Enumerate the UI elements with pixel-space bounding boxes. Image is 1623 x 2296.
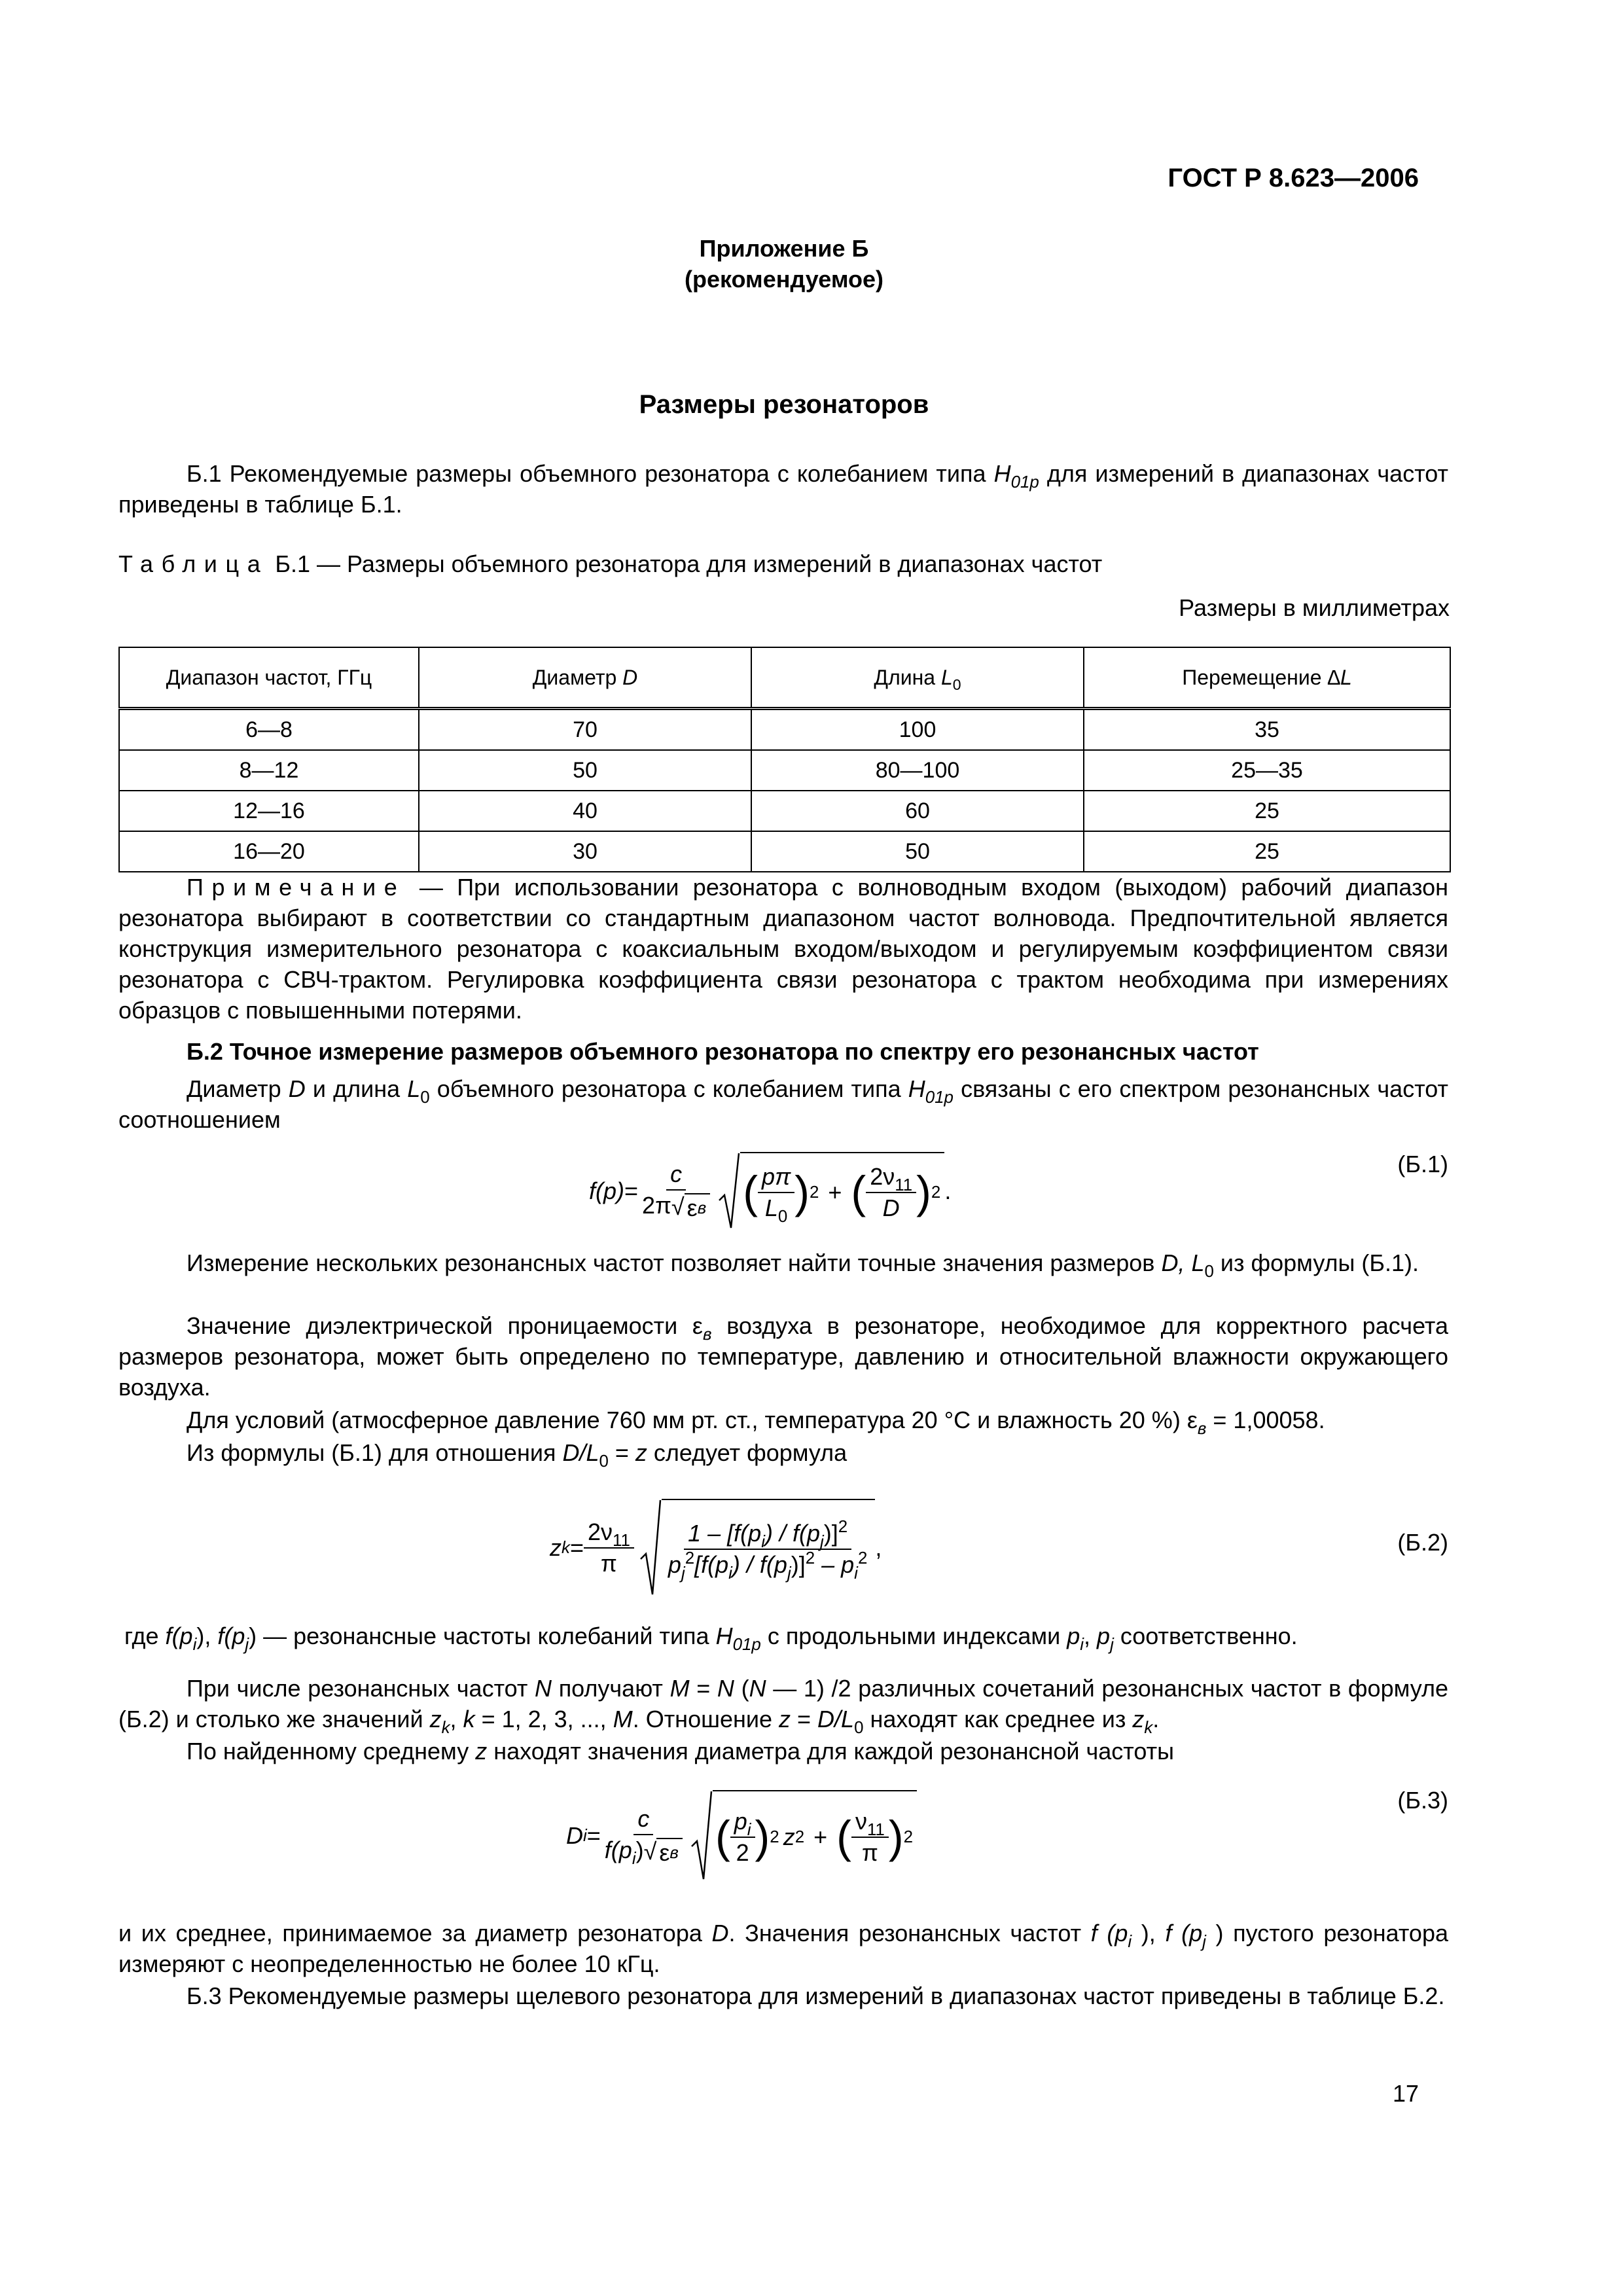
f2-lhs-sub: k (562, 1539, 570, 1557)
f3-den-i: i (632, 1850, 636, 1869)
equation-label-b2: (Б.2) (1397, 1529, 1448, 1556)
text: получают (552, 1675, 670, 1702)
f2-den-j: j (787, 1564, 791, 1583)
f3-den-close: ) (635, 1837, 644, 1864)
symbol-p: (p (224, 1623, 245, 1649)
f3-t1-den: 2 (736, 1839, 749, 1866)
cell-length: 50 (751, 831, 1084, 872)
cell-diameter: 30 (419, 831, 751, 872)
f1-t2-num-sub: 11 (895, 1176, 913, 1195)
section-b2-heading: Б.2 Точное измерение размеров объемного резонатора по спектру его резонансных частот (187, 1038, 1259, 1065)
f1-eq: = (624, 1177, 639, 1204)
text: объемного резонатора с колебанием типа (429, 1075, 908, 1102)
gost-header: ГОСТ Р 8.623—2006 (1168, 164, 1419, 192)
f3-plus: + (813, 1823, 828, 1850)
f2-coef-num-sub: 11 (613, 1532, 630, 1551)
symbol-eps: ε (1186, 1407, 1198, 1433)
f3-lhs-sub: i (583, 1827, 587, 1845)
symbol-p: (p (1097, 1920, 1128, 1946)
f2-den-exp: 2 (805, 1549, 815, 1568)
header-shift (1084, 647, 1450, 709)
f2-den-p: p (668, 1551, 681, 1578)
text: резонансные частоты колебаний типа (287, 1623, 716, 1649)
f1-t2-num: 2ν (870, 1163, 895, 1190)
f3-eps: ε (659, 1839, 670, 1866)
text: соответственно. (1113, 1623, 1298, 1649)
f2-den-p-sub: j (681, 1564, 685, 1583)
subscript: 0 (420, 1088, 430, 1107)
cell-shift: 25—35 (1084, 750, 1450, 791)
formula-b3 (566, 1787, 917, 1885)
appendix-label: Приложение Б (699, 235, 869, 262)
text: — 1) /2 различных сочетаний резонансных частот в формуле (Б.2) и столько же значений (118, 1675, 1448, 1732)
subscript: i (192, 1636, 197, 1655)
f1-t1-num: pπ (762, 1163, 791, 1190)
cell-length: 80—100 (751, 750, 1084, 791)
f3-t2-num-sub: 11 (866, 1821, 885, 1840)
cell-diameter: 40 (419, 791, 751, 831)
f3-eps-sub: в (669, 1843, 679, 1862)
subscript: k (441, 1719, 450, 1738)
header-diameter-text: Диаметр (532, 665, 623, 689)
f2-den-pi-exp: 2 (857, 1549, 868, 1568)
subscript: j (1110, 1636, 1114, 1655)
table-header-row (119, 647, 1450, 709)
f2-coef (584, 1518, 634, 1577)
symbol-eps: ε (692, 1312, 703, 1339)
text: и их среднее, принимаемое за диаметр резонатора (118, 1920, 712, 1946)
header-freq: Диапазон частот, ГГц (119, 647, 419, 709)
appendix-status: (рекомендуемое) (685, 266, 883, 293)
f2-eq: = (569, 1534, 584, 1561)
cell-shift: 25 (1084, 791, 1450, 831)
symbol-f: f (1165, 1920, 1172, 1946)
paragraph-b2-3 (118, 1310, 1448, 1403)
f3-eq: = (586, 1822, 601, 1849)
f1-prefactor: c 2π √ ε в (638, 1160, 714, 1221)
text: ) — (249, 1623, 287, 1649)
text: , (1084, 1623, 1097, 1649)
note-text: — При использовании резонатора с волноводным входом (выходом) рабочий диапазон резонатора выбирают в соответствии со стандартным диапазоном частот волновода. Предпочтительной является конструкция измерительного резонатора с коаксиальным входом/выходом и регулируемым коэффициентом связи резонатора с СВЧ-трактом. Регулировка коэффициента связи резонатора с трактом необходима при измерениях образцов с повышенными потерями. (118, 874, 1448, 1024)
symbol-h: H (715, 1623, 733, 1649)
subscript: 0 (1204, 1263, 1214, 1282)
symbol-d: D (288, 1075, 306, 1102)
cell-shift: 25 (1084, 831, 1450, 872)
f3-t2-num: ν (855, 1808, 867, 1835)
b1-text-after: для измерений в диапазонах частот приведены в таблице Б.1. (118, 460, 1449, 518)
paragraph-b2-4 (118, 1405, 1448, 1439)
f2-end: , (875, 1534, 882, 1561)
symbol-n: N (717, 1675, 734, 1702)
text: При числе резонансных частот (187, 1675, 535, 1702)
text: По найденному среднему (187, 1738, 476, 1765)
text: Значение диэлектрической проницаемости (187, 1312, 692, 1339)
f3-t1-num-sub: i (747, 1821, 751, 1840)
paragraph-b2-8 (118, 1918, 1448, 1979)
header-length (751, 647, 1084, 709)
b1-text-before: Б.1 Рекомендуемые размеры объемного резонатора с колебанием типа (187, 460, 994, 487)
table-caption-text: Б.1 — Размеры объемного резонатора для измерений в диапазонах частот (268, 550, 1103, 577)
text: Для условий (атмосферное давление 760 мм рт. ст., температура 20 °С и влажность 20 %) (187, 1407, 1187, 1433)
header-length-symbol: L (940, 665, 953, 689)
symbol-p: (p (171, 1623, 193, 1649)
f2-num-exp: 2 (838, 1517, 848, 1536)
appendix-title (118, 233, 1450, 295)
b1-mode-sub: 01p (1010, 473, 1039, 492)
note-label: Примечание (187, 874, 406, 901)
header-length-text: Длина (874, 665, 941, 689)
f2-den-pi-sub: i (854, 1564, 858, 1583)
header-shift-text: Перемещение (1182, 665, 1328, 689)
symbol-n: N (535, 1675, 552, 1702)
text: находят как среднее из (863, 1706, 1133, 1732)
table-row (119, 750, 1450, 791)
f1-c: c (670, 1160, 683, 1188)
text: . (1152, 1706, 1160, 1732)
subscript: j (1202, 1933, 1206, 1952)
symbol-z: z (1132, 1706, 1145, 1732)
text: ( (734, 1675, 749, 1702)
symbol-z: z (429, 1706, 442, 1732)
text: ), (1132, 1920, 1166, 1946)
text: . Значения резонансных частот (728, 1920, 1091, 1946)
symbol-d-l: D/L (817, 1706, 855, 1732)
paragraph-b1 (118, 458, 1448, 520)
text: следует формула (647, 1439, 847, 1466)
f1-two-pi: 2π (642, 1192, 671, 1219)
text: ), (196, 1623, 218, 1649)
f3-sqrt: ( $\frac{p_i}{2}$ ) 2 z 2 + ( $\frac{\nu_{11}}{\pi}$ ) 2 (690, 1790, 917, 1882)
text: Из формулы (Б.1) для отношения (187, 1439, 563, 1466)
subscript: 01p (732, 1636, 761, 1655)
subscript: k (1144, 1719, 1153, 1738)
symbol-p: (p (1171, 1920, 1203, 1946)
symbol-m: M (669, 1675, 690, 1702)
f2-den-end: )] (791, 1551, 806, 1578)
formula-b2 (550, 1499, 882, 1597)
symbol-z: z (635, 1439, 647, 1466)
table-row (119, 831, 1450, 872)
f2-den-a: [f(p (694, 1551, 729, 1578)
f1-t1-den: L (764, 1194, 778, 1221)
paragraph-b3: Б.3 Рекомендуемые размеры щелевого резонатора для измерений в диапазонах частот приведены в таблице Б.2. (187, 1982, 1445, 2009)
cell-diameter: 50 (419, 750, 751, 791)
header-diameter (419, 647, 751, 709)
f2-num-j: j (819, 1533, 824, 1552)
f3-c: c (637, 1805, 650, 1833)
cell-freq: 12—16 (119, 791, 419, 831)
equation-label-b1: (Б.1) (1397, 1151, 1448, 1177)
table-caption (118, 548, 1448, 579)
f2-den-minus: – p (815, 1551, 855, 1578)
section-title: Размеры резонаторов (639, 390, 929, 419)
f2-num: 1 – [f(p (688, 1520, 762, 1547)
symbol-p: p (1097, 1623, 1111, 1649)
subscript: в (1197, 1420, 1207, 1439)
paragraph-b2-2 (118, 1247, 1448, 1282)
f1-sqrt: ( $\frac{p\pi}{L_0}$ ) 2 + ( $\frac{2\nu_{11}}{D}$ ) 2 (718, 1152, 944, 1230)
f2-den-i: i (728, 1564, 732, 1583)
symbol-f: f (1090, 1920, 1097, 1946)
symbol-d: D (711, 1920, 729, 1946)
paragraph-where (124, 1621, 1454, 1655)
f3-lhs: D (566, 1822, 583, 1849)
sqrt-radical-icon (690, 1790, 713, 1882)
f3-prefactor: c $f(p_i)$ √ ε в (601, 1805, 687, 1866)
paragraph-b2-7 (118, 1736, 1448, 1767)
f2-sqrt (639, 1499, 875, 1597)
table-caption-word: Таблица (118, 550, 269, 577)
f2-num-i: i (761, 1533, 765, 1552)
f1-lhs-f: f (589, 1177, 596, 1204)
symbol-n: N (749, 1675, 766, 1702)
cell-freq: 8—12 (119, 750, 419, 791)
cell-freq: 16—20 (119, 831, 419, 872)
table-units: Размеры в миллиметрах (1179, 594, 1450, 621)
text: с продольными индексами (760, 1623, 1067, 1649)
text: Диаметр (187, 1075, 289, 1102)
f2-coef-den: π (601, 1550, 617, 1577)
cell-diameter: 70 (419, 709, 751, 751)
text: из формулы (Б.1). (1213, 1249, 1419, 1276)
f1-eps-sub: в (697, 1198, 707, 1217)
f2-coef-num: 2ν (587, 1518, 613, 1545)
symbol-d-l: D, L (1161, 1249, 1205, 1276)
text: = 1, 2, 3, ..., (474, 1706, 613, 1732)
symbol-p: p (1067, 1623, 1080, 1649)
subscript: 0 (599, 1452, 609, 1471)
text: = 1,00058. (1206, 1407, 1325, 1433)
f1-end: . (944, 1177, 952, 1204)
f2-num-mid: ) / f(p (764, 1520, 820, 1547)
f1-plus: + (828, 1179, 842, 1206)
sqrt-radical-icon (718, 1152, 740, 1230)
text: связаны с его спектром резонансных частот соотношением (118, 1075, 1448, 1133)
f1-t2-den: D (882, 1194, 900, 1221)
sqrt-radical-icon (639, 1499, 662, 1597)
table-row (119, 709, 1450, 751)
paragraph-b2-5 (118, 1437, 1448, 1471)
b1-mode: H (993, 460, 1011, 487)
page-number: 17 (1392, 2080, 1419, 2107)
f2-den-mid: ) / f(p (732, 1551, 787, 1578)
text: где (124, 1623, 166, 1649)
text: = (791, 1706, 818, 1732)
subscript: i (1080, 1636, 1084, 1655)
cell-length: 100 (751, 709, 1084, 751)
header-shift-symbol: ∆L (1327, 665, 1352, 689)
text: . Отношение (632, 1706, 779, 1732)
text: и длина (305, 1075, 408, 1102)
subscript: i (1128, 1933, 1132, 1952)
text: = (608, 1439, 635, 1466)
table-row (119, 791, 1450, 831)
f3-t2-den: π (861, 1839, 878, 1866)
equation-label-b3: (Б.3) (1397, 1787, 1448, 1814)
text: = (689, 1675, 717, 1702)
text: ) пустого резонатора измеряют с неопределенностью не более 10 кГц. (118, 1920, 1448, 1977)
f1-lhs-p: (p) (596, 1177, 625, 1204)
f2-den-p-exp: 2 (685, 1549, 695, 1568)
subscript: 0 (854, 1719, 864, 1738)
subscript: 01p (925, 1088, 954, 1107)
subscript: j (245, 1636, 249, 1655)
symbol-f: f (217, 1623, 224, 1649)
cell-length: 60 (751, 791, 1084, 831)
f2-num-end: )] (823, 1520, 838, 1547)
symbol-m: M (613, 1706, 633, 1732)
f2-lhs: z (550, 1534, 562, 1561)
table-note (118, 872, 1448, 1026)
symbol-k: k (463, 1706, 475, 1732)
f1-t1-den-sub: 0 (777, 1208, 788, 1227)
symbol-h: H (908, 1075, 925, 1102)
f3-t1-num: p (734, 1808, 747, 1835)
resonator-table (118, 647, 1451, 872)
text: находят значения диаметра для каждой резонансной частоты (487, 1738, 1174, 1765)
f3-den-f: f(p (604, 1837, 632, 1864)
header-length-sub: 0 (952, 675, 961, 693)
header-diameter-symbol: D (622, 665, 638, 689)
symbol-d-l: D/L (562, 1439, 599, 1466)
text: , (450, 1706, 463, 1732)
symbol-z: z (475, 1738, 488, 1765)
symbol-z: z (779, 1706, 791, 1732)
symbol-l: L (407, 1075, 421, 1102)
symbol-f: f (165, 1623, 172, 1649)
text: Измерение нескольких резонансных частот позволяет найти точные значения размеров (187, 1249, 1162, 1276)
paragraph-b2-1 (118, 1073, 1448, 1135)
f1-eps: ε (687, 1194, 698, 1221)
text: воздуха в резонаторе, необходимое для корректного расчета размеров резонатора, может быть определено по температуре, давлению и относительной влажности окружающего воздуха. (118, 1312, 1448, 1401)
cell-shift: 35 (1084, 709, 1450, 751)
formula-b1 (589, 1152, 951, 1230)
cell-freq: 6—8 (119, 709, 419, 751)
subscript: в (702, 1325, 712, 1344)
paragraph-b2-6 (118, 1673, 1448, 1738)
f3-z: z (783, 1823, 795, 1850)
